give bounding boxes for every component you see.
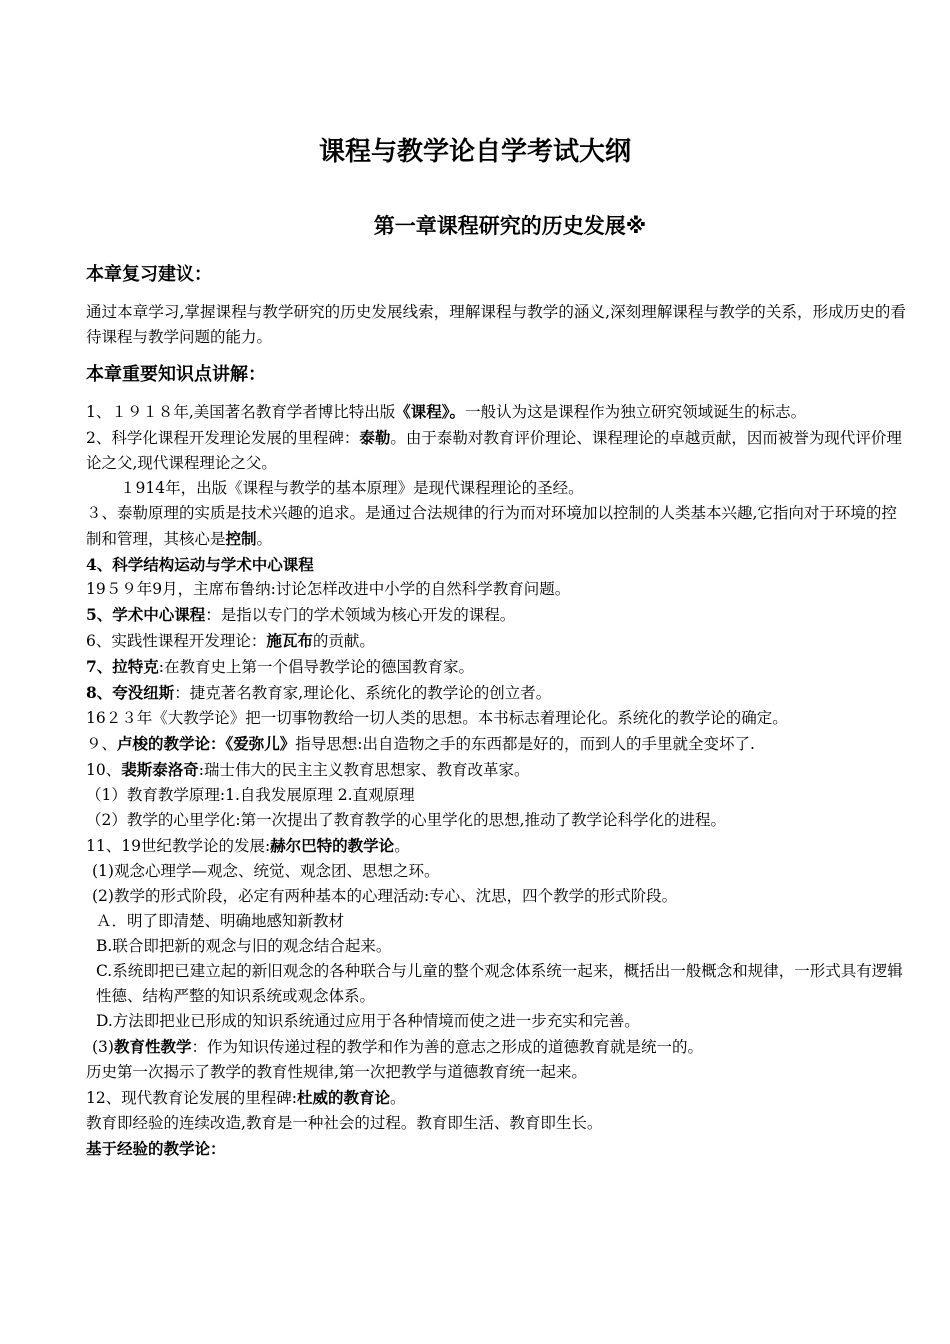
point-12-note: 教育即经验的连续改造,教育是一种社会的过程。教育即生活、教育即生长。 [86,1114,603,1132]
point-10-sub-2: （2）教学的心里学化:第一次提出了教育教学的心里学化的思想,推动了教学论科学化的进程。 [86,811,727,829]
point-11-sub-2: (2)教学的形式阶段，必定有两种基本的心理活动:专心、沈思，四个教学的形式阶段。 [92,887,678,905]
point-8: 8、夸没纽斯：捷克著名教育家,理论化、系统化的教学论的创立者。 [86,683,552,702]
point-8-note: 16２３年《大教学论》把一切事物教给一切人类的思想。本书标志着理论化。系统化的教学论的确定。 [86,709,788,727]
point-12: 12、现代教育论发展的里程碑:杜威的教育论。 [86,1088,406,1107]
point-4: 4、科学结构运动与学术中心课程 [86,555,314,574]
point-5: 5、学术中心课程：是指以专门的学术领域为核心开发的课程。 [86,605,516,624]
point-7: 7、拉特克:在教育史上第一个倡导教学论的德国教育家。 [86,657,475,676]
point-9: ９、卢梭的教学论：《爱弥儿》指导思想:出自造物之手的东西都是好的，而到人的手里就全变坏了. [86,734,755,753]
point-11-stage-d: D.方法即把业已形成的知识系统通过应用于各种情境而使之进一步充实和完善。 [96,1012,640,1030]
point-13-heading: 基于经验的教学论： [86,1139,226,1158]
document-title: 课程与教学论自学考试大纲 [318,137,631,167]
point-10: 10、裴斯泰洛奇:瑞士伟大的民主主义教育思想家、教育改革家。 [86,760,530,779]
point-11-sub-3: (3)教育性教学：作为知识传递过程的教学和作为善的意志之形成的道德教育就是统一的。 [92,1037,703,1056]
review-heading: 本章复习建议： [86,264,212,285]
key-points-body [86,399,908,1161]
point-11-stage-b: B.联合即把新的观念与旧的观念结合起来。 [96,937,392,955]
point-2-note: １914年，出版《课程与教学的基本原理》是现代课程理论的圣经。 [120,479,584,497]
point-11-stage-c: C.系统即把已建立起的新旧观念的各种联合与儿童的整个观念体系统一起来，概括出一般概念和规律，一形式具有逻辑性德、结构严整的知识系统或观念体系。 [96,962,903,1005]
point-10-sub-1: （1）教育教学原理:1.自我发展原理 2.直观原理 [86,786,415,804]
point-3: ３、泰勒原理的实质是技术兴趣的追求。是通过合法规律的行为而对环境加以控制的人类基本兴趣,它指向对于环境的控制和管理，其核心是控制。 [86,504,897,548]
point-11-sub-1: (1)观念心理学—观念、统觉、观念团、思想之环。 [92,862,440,880]
point-11-stage-a: Ａ．明了即清楚、明确地感知新教材 [96,912,345,930]
chapter-heading: 第一章课程研究的历史发展※ [373,214,647,238]
key-points-heading: 本章重要知识点讲解： [86,364,266,385]
point-1: 1、１９１８年,美国著名教育学者博比特出版《课程》。一般认为这是课程作为独立研究领域诞生的标志。 [86,402,807,421]
point-6: 6、实践性课程开发理论：施瓦布的贡献。 [86,631,375,650]
point-4-note: 19５９年9月，主席布鲁纳:讨论怎样改进中小学的自然科学教育问题。 [86,580,571,598]
point-11: 11、19世纪教学论的发展:赫尔巴特的教学论。 [86,836,410,855]
point-2: 2、科学化课程开发理论发展的里程碑：泰勒。由于泰勒对教育评价理论、课程理论的卓越贡献，因而被誉为现代评价理论之父,现代课程理论之父。 [86,428,902,472]
point-11-note: 历史第一次揭示了教学的教育性规律,第一次把教学与道德教育统一起来。 [86,1063,587,1081]
review-paragraph: 通过本章学习,掌握课程与教学研究的历史发展线索，理解课程与教学的涵义,深刻理解课程与教学的关系，形成历史的看待课程与教学问题的能力。 [86,303,906,346]
